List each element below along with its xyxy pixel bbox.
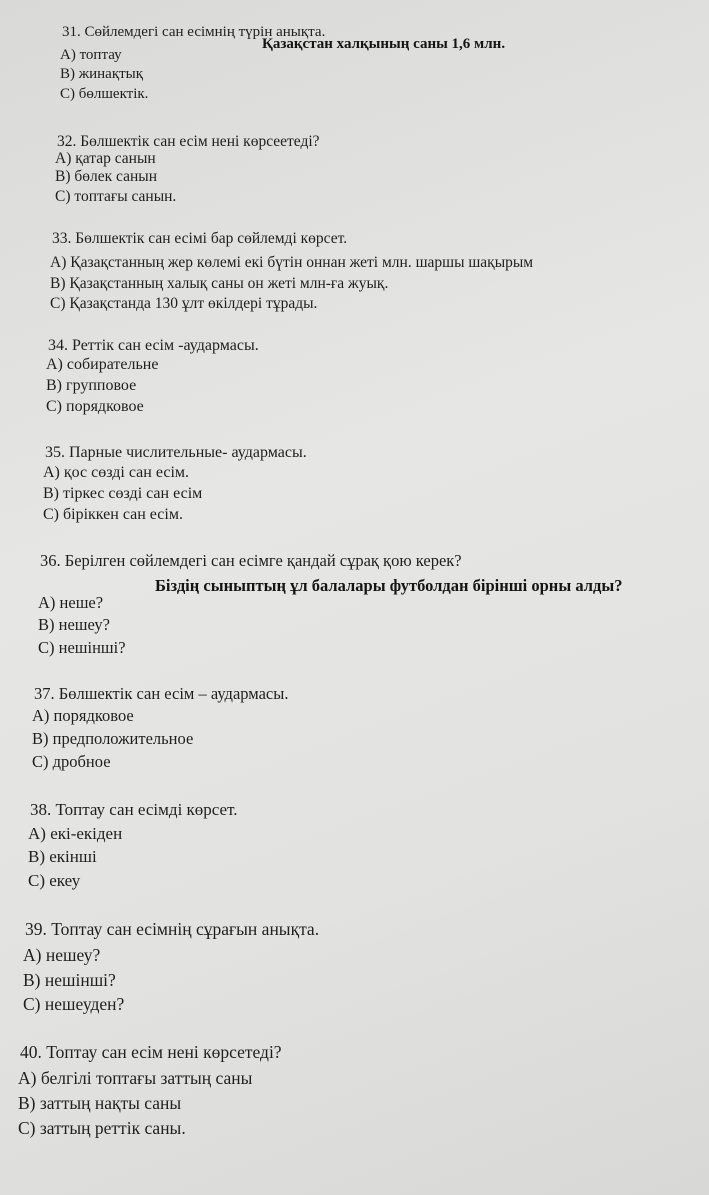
- answer-option: B) групповое: [46, 377, 137, 394]
- answer-option: A) неше?: [38, 593, 104, 612]
- answer-option: A) екі-екіден: [28, 824, 123, 843]
- answer-option: B) екінші: [28, 847, 97, 866]
- answer-option: B) бөлек санын: [55, 168, 157, 185]
- answer-option: B) нешеу?: [38, 615, 110, 634]
- question-title: 35. Парные числительные- аудармасы.: [45, 444, 307, 461]
- answer-option: C) Қазақстанда 130 ұлт өкілдері тұрады.: [50, 295, 318, 312]
- answer-option: A) қатар санын: [55, 150, 156, 167]
- answer-option: C) топтағы санын.: [55, 188, 177, 205]
- question-title: 37. Бөлшектік сан есім – аудармасы.: [34, 684, 289, 703]
- question-title: 38. Топтау сан есімді көрсет.: [30, 800, 238, 819]
- answer-option: A) собирательне: [46, 356, 159, 373]
- answer-option: C) бөлшектік.: [60, 86, 149, 102]
- answer-option: B) Қазақстанның халық саны он жеті млн-ға жуық.: [50, 275, 389, 292]
- question-title: 40. Топтау сан есім нені көрсетеді?: [20, 1042, 282, 1062]
- answer-option: C) біріккен сан есім.: [43, 506, 183, 523]
- answer-option: A) қос сөзді сан есім.: [43, 464, 190, 481]
- answer-option: A) топтау: [60, 47, 122, 63]
- answer-option: C) порядковое: [46, 398, 144, 415]
- answer-option: A) нешеу?: [23, 945, 101, 965]
- example-sentence: Қазақстан халқының саны 1,6 млн.: [262, 36, 506, 52]
- answer-option: A) Қазақстанның жер көлемі екі бүтін оннан жеті млн. шаршы шақырым: [50, 254, 534, 271]
- answer-option: B) заттың нақты саны: [18, 1093, 182, 1113]
- question-title: 39. Топтау сан есімнің сұрағын анықта.: [25, 919, 320, 939]
- answer-option: C) дробное: [32, 752, 111, 771]
- answer-option: C) екеу: [28, 871, 81, 890]
- example-sentence: Біздің сыныптың ұл балалары футболдан бірінші орны алды?: [155, 576, 623, 595]
- answer-option: C) заттың реттік саны.: [18, 1118, 186, 1138]
- answer-option: B) тіркес сөзді сан есім: [43, 485, 203, 502]
- answer-option: B) жинақтық: [60, 66, 144, 82]
- answer-option: C) нешеуден?: [23, 994, 125, 1014]
- answer-option: A) порядковое: [32, 706, 134, 725]
- question-title: 34. Реттік сан есім -аудармасы.: [48, 337, 259, 354]
- question-title: 33. Бөлшектік сан есімі бар сөйлемді көрсет.: [52, 230, 348, 247]
- question-title: 32. Бөлшектік сан есім нені көрсеетеді?: [57, 133, 320, 150]
- question-title: 31. Сөйлемдегі сан есімнің түрін анықта.: [62, 24, 326, 40]
- answer-option: A) белгілі топтағы заттың саны: [18, 1068, 253, 1088]
- question-title: 36. Берілген сөйлемдегі сан есімге қандай сұрақ қою керек?: [40, 551, 462, 570]
- answer-option: C) нешінші?: [38, 638, 126, 657]
- answer-option: B) предположительное: [32, 729, 194, 748]
- answer-option: B) нешінші?: [23, 970, 116, 990]
